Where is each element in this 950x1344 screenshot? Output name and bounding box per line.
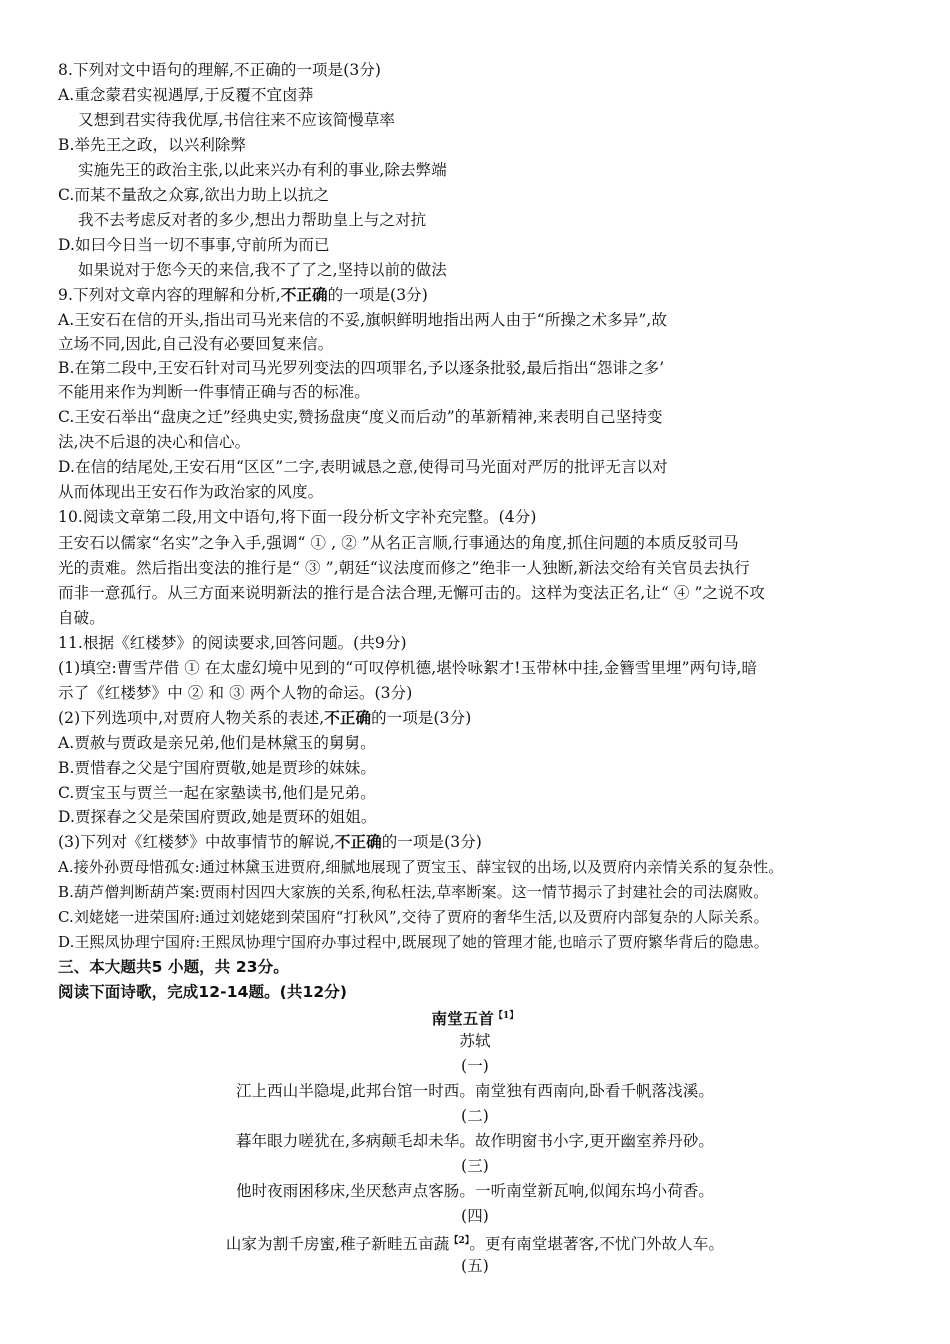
q10-line-2: 光的责难。然后指出变法的推行是“ ③ ”,朝廷“议法度而修之”绝非一人独断,新法交给有关官员去执行	[58, 559, 750, 577]
q9-option-c-line2: 法,决不后退的决心和信心。	[58, 433, 251, 451]
q11-stem: 11.根据《红楼梦》的阅读要求,回答问题。(共9分)	[58, 634, 407, 652]
poem-stanza-2-number: (二)	[461, 1107, 489, 1125]
q8-option-d-explanation: 如果说对于您今天的来信,我不了了之,坚持以前的做法	[78, 261, 447, 279]
q8-stem: 8.下列对文中语句的理解,不正确的一项是(3分)	[58, 61, 382, 79]
q10-line-1: 王安石以儒家“名实”之争入手,强调“ ① , ② ”从名正言顺,行事通达的角度,抓住问题的本质反驳司马	[58, 534, 739, 552]
poem-title-footnote-marker: 【1】	[493, 1011, 519, 1021]
q10-stem: 10.阅读文章第二段,用文中语句,将下面一段分析文字补充完整。(4分)	[58, 508, 537, 526]
poem-stanza-4-text-a: 山家为割千房蜜,稚子新畦五亩蔬	[225, 1235, 450, 1253]
poem-stanza-3-number: (三)	[461, 1157, 489, 1175]
q11-part3-option-d: D.王熙凤协理宁国府:王熙凤协理宁国府办事过程中,既展现了她的管理才能,也暗示了贾府繁华背后的隐患。	[58, 933, 769, 951]
q11-part1-line1: (1)填空:曹雪芹借 ① 在太虚幻境中见到的“可叹停机德,堪怜咏絮才!玉带林中挂,金簪雪里埋”两句诗,暗	[58, 659, 758, 677]
poem-title-line	[0, 1005, 950, 1030]
q10-line-3: 而非一意孤行。从三方面来说明新法的推行是合法合理,无懈可击的。这样为变法正名,让“ ④ ”之说不攻	[58, 584, 765, 602]
q11-part2-points: 的一项是(3分)	[371, 709, 472, 727]
q9-option-b-line2: 不能用来作为判断一件事情正确与否的标准。	[58, 383, 371, 401]
poem-stanza-1-number: (一)	[461, 1057, 489, 1075]
q9-option-c-line1: C.王安石举出“盘庚之迁”经典史实,赞扬盘庚“度义而后动”的革新精神,来表明自己坚持变	[58, 408, 663, 426]
poem-stanza-1-text: 江上西山半隐堤,此邦台馆一时西。南堂独有西南向,卧看千帆落浅溪。	[235, 1082, 715, 1100]
poem-stanza-2-text: 暮年眼力嗟犹在,多病颠毛却未华。故作明窗书小字,更开幽室养丹砂。	[235, 1132, 715, 1150]
q8-option-d: D.如曰今日当一切不事事,守前所为而已	[58, 236, 330, 254]
q11-part3-stem	[58, 831, 938, 853]
q8-option-c: C.而某不量敌之众寡,欲出力助上以抗之	[58, 186, 330, 204]
q11-part3-emphasis: 不正确	[334, 833, 382, 851]
poem-stanza-4-text	[0, 1230, 950, 1255]
q8-option-c-explanation: 我不去考虑反对者的多少,想出力帮助皇上与之对抗	[78, 211, 427, 229]
q11-part1-line2: 示了《红楼梦》中 ② 和 ③ 两个人物的命运。(3分)	[58, 684, 413, 702]
poem-stanza-5-number: (五)	[461, 1257, 489, 1275]
q11-part2-option-c: C.贾宝玉与贾兰一起在家塾读书,他们是兄弟。	[58, 784, 376, 802]
section-3-heading: 三、本大题共5 小题，共 23分。	[58, 958, 289, 976]
q9-stem	[58, 284, 938, 306]
q11-part2-emphasis: 不正确	[324, 709, 372, 727]
q11-part2-option-d: D.贾探春之父是荣国府贾政,她是贾环的姐姐。	[58, 808, 377, 826]
poem-title: 南堂五首	[431, 1010, 494, 1028]
q11-part3-option-b: B.葫芦僧判断葫芦案:贾雨村因四大家族的关系,徇私枉法,草率断案。这一情节揭示了封建社会的司法腐败。	[58, 883, 769, 901]
poem-stanza-4-number: (四)	[461, 1207, 489, 1225]
q9-option-d-line1: D.在信的结尾处,王安石用“区区”二字,表明诚恳之意,使得司马光面对严厉的批评无言以对	[58, 458, 668, 476]
q8-option-a: A.重念蒙君实视遇厚,于反覆不宜卤莽	[58, 86, 314, 104]
q9-option-d-line2: 从而体现出王安石作为政治家的风度。	[58, 483, 324, 501]
q11-part2-stem	[58, 707, 938, 729]
q9-stem-emphasis: 不正确	[280, 286, 328, 304]
q8-option-a-explanation: 又想到君实待我优厚,书信往来不应该简慢草率	[78, 111, 396, 129]
q9-stem-text: 9.下列对文章内容的理解和分析,	[58, 286, 281, 304]
q11-part2-option-a: A.贾赦与贾政是亲兄弟,他们是林黛玉的舅舅。	[58, 734, 376, 752]
poem-stanza-4-footnote-marker: 【2】	[449, 1236, 470, 1246]
q11-part2-text: (2)下列选项中,对贾府人物关系的表述,	[58, 709, 325, 727]
q11-part3-option-c: C.刘姥姥一进荣国府:通过刘姥姥到荣国府“打秋风”,交待了贾府的奢华生活,以及贾府内部复杂的人际关系。	[58, 908, 769, 926]
q9-stem-points: 的一项是(3分)	[327, 286, 428, 304]
q8-option-b: B.举先王之政，以兴利除弊	[58, 136, 247, 154]
q9-option-a-line1: A.王安石在信的开头,指出司马光来信的不妥,旗帜鲜明地指出两人由于“所操之术多异”,故	[58, 311, 668, 329]
poem-stanza-3-text: 他时夜雨困移床,坐厌愁声点客肠。一听南堂新瓦响,似闻东坞小荷香。	[235, 1182, 715, 1200]
poem-stanza-4-text-b: 。更有南堂堪著客,不忧门外故人车。	[469, 1235, 725, 1253]
q10-line-4: 自破。	[58, 609, 105, 627]
poem-author: 苏轼	[459, 1032, 491, 1050]
q8-option-b-explanation: 实施先王的政治主张,以此来兴办有利的事业,除去弊端	[78, 161, 447, 179]
q9-option-b-line1: B.在第二段中,王安石针对司马光罗列变法的四项罪名,予以逐条批驳,最后指出“怨诽之多’	[58, 359, 665, 377]
q11-part3-option-a: A.接外孙贾母惜孤女:通过林黛玉进贾府,细腻地展现了贾宝玉、薛宝钗的出场,以及贾府内亲情关系的复杂性。	[58, 858, 784, 876]
q11-part3-text: (3)下列对《红楼梦》中故事情节的解说,	[58, 833, 335, 851]
q11-part2-option-b: B.贾惜春之父是宁国府贾敬,她是贾珍的妹妹。	[58, 759, 376, 777]
q11-part3-points: 的一项是(3分)	[381, 833, 482, 851]
poem-instruction: 阅读下面诗歌，完成12-14题。(共12分)	[58, 983, 348, 1001]
q9-option-a-line2: 立场不同,因此,自己没有必要回复来信。	[58, 335, 334, 353]
